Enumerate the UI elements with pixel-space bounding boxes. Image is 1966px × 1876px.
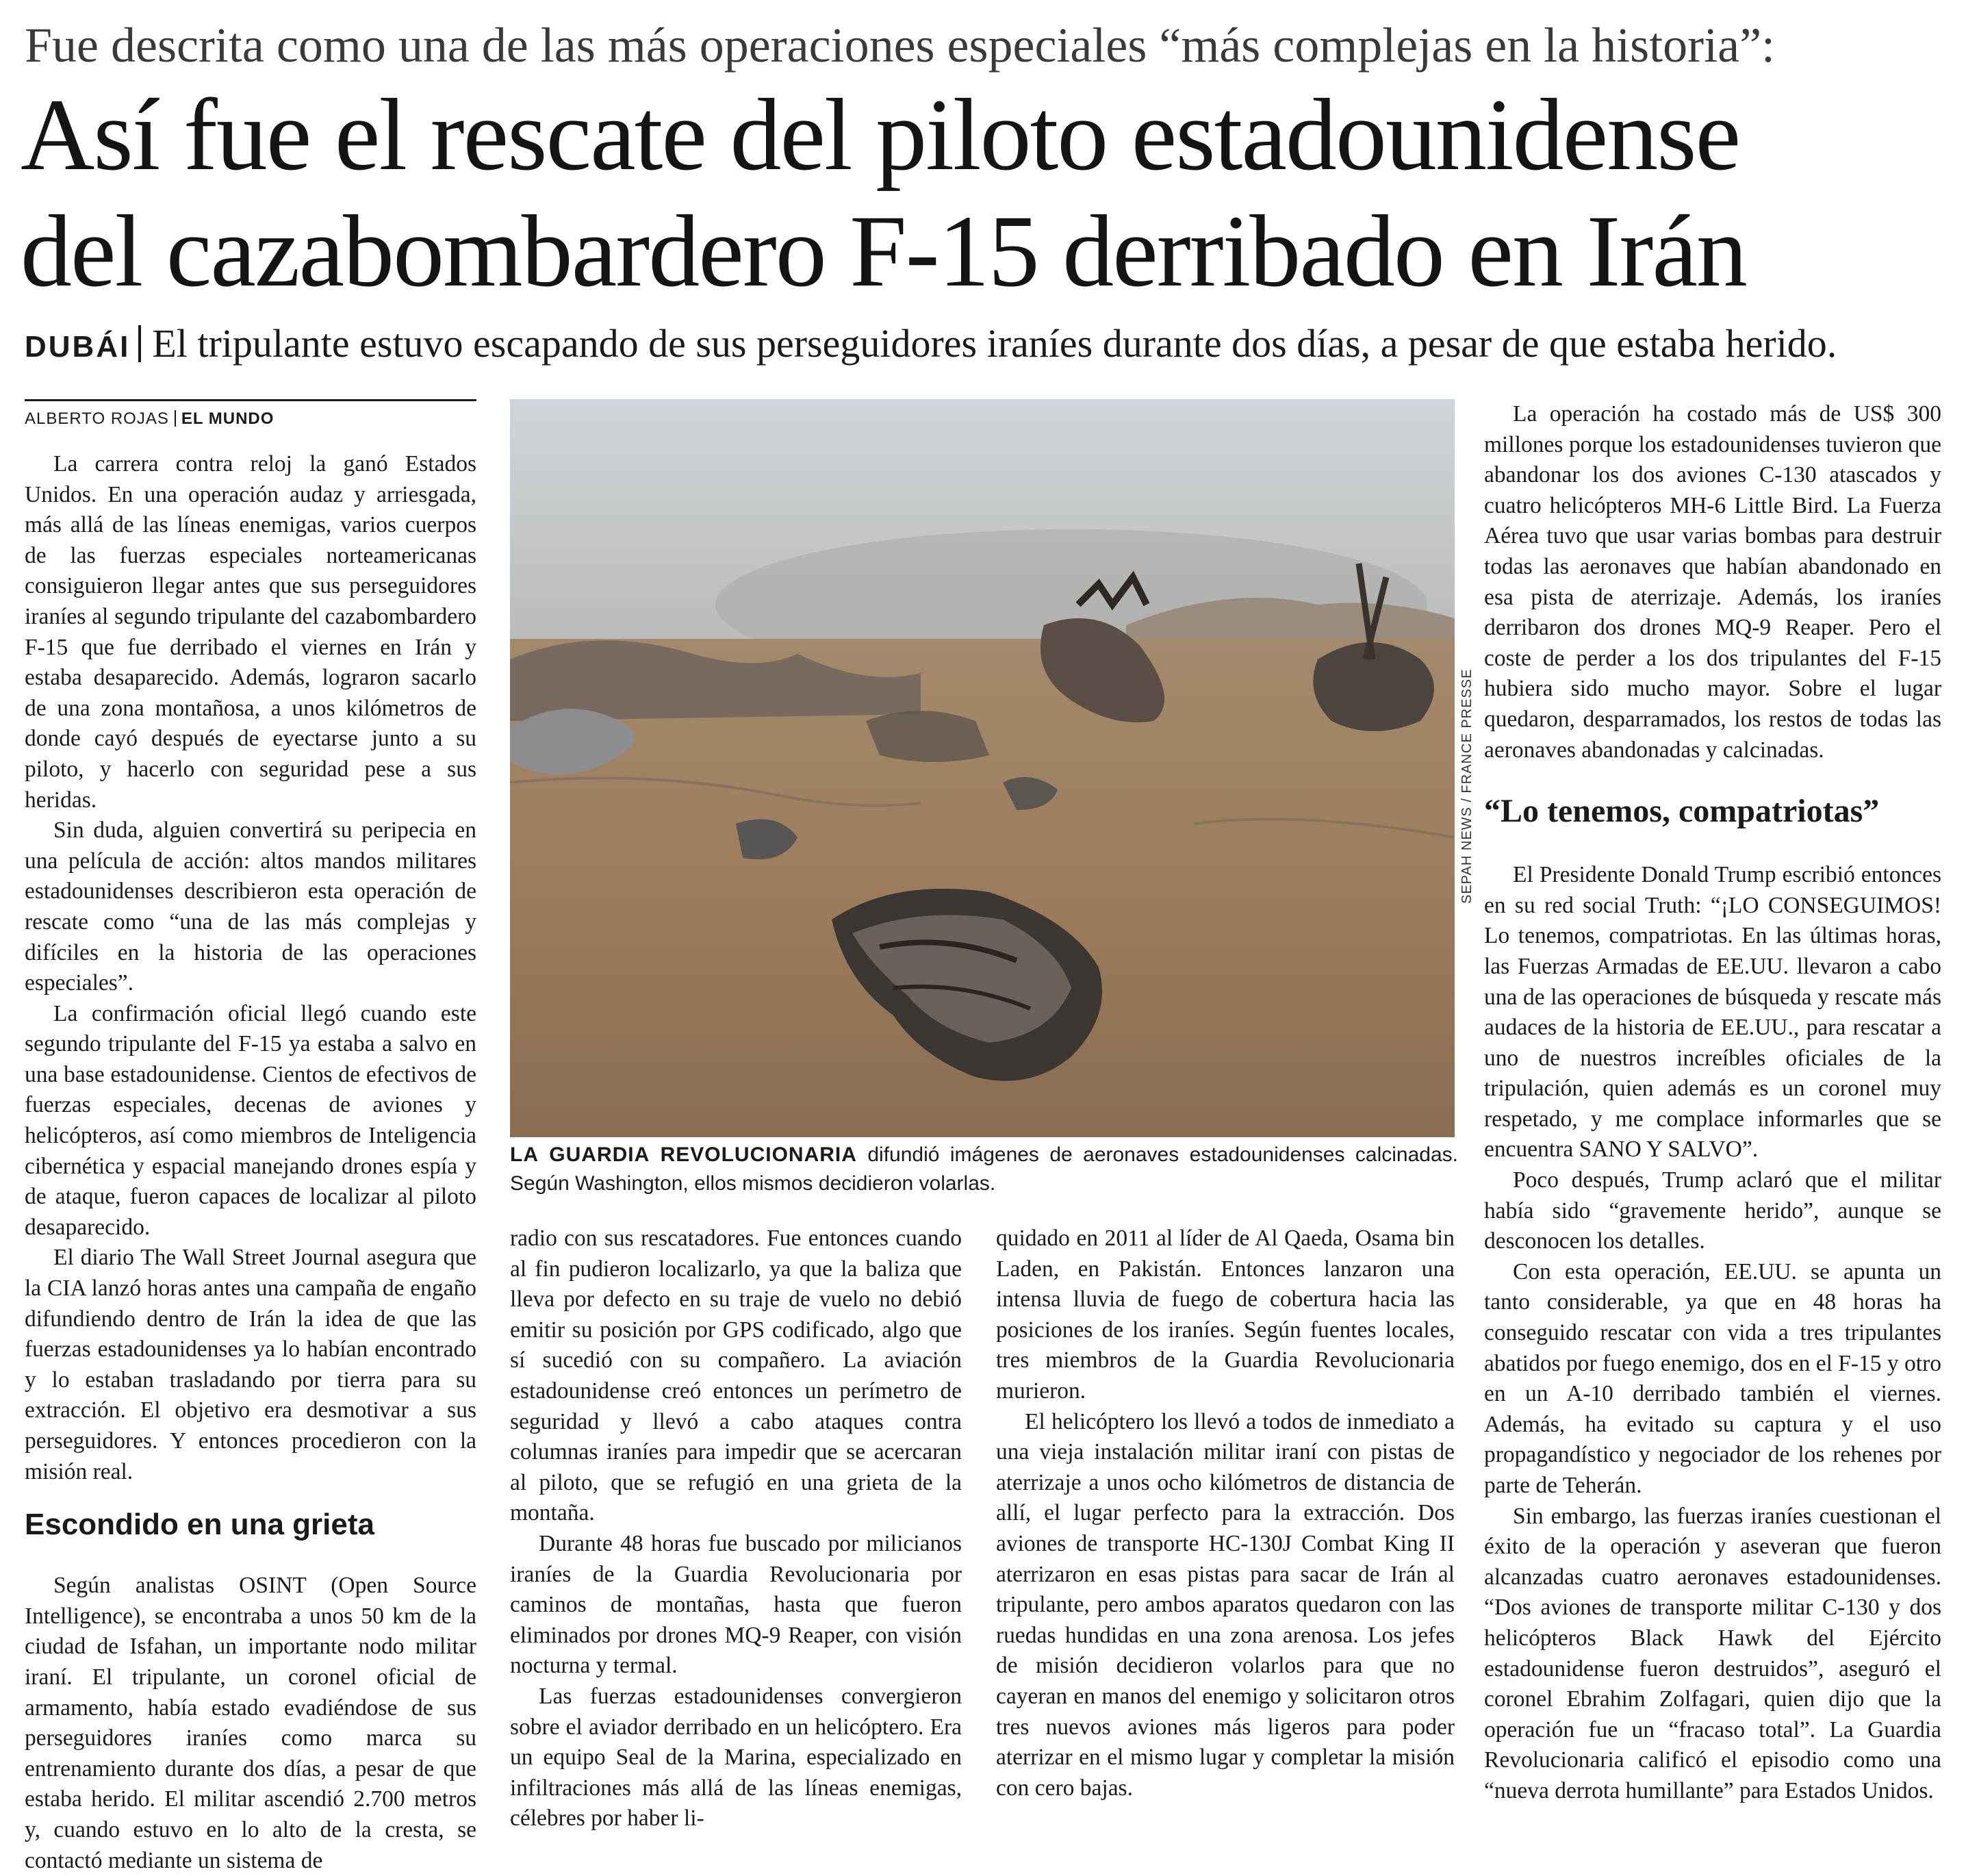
standfirst-text: El tripulante estuvo escapando de sus perseguidores iraníes durante dos días, a pesar de que estaba herido. <box>152 321 1837 366</box>
paragraph: La operación ha costado más de US$ 300 millones porque los estadounidenses tuvieron que abandonar los dos aviones C-130 atascados y cuatro helicópteros MH-6 Little Bird. La Fuerza Aérea tuvo que usar varias bombas para destruir todas las aeronaves que habían abandonado en esa pista de aterrizaje. Además, los iraníes derribaron dos drones MQ-9 Reaper. Pero el coste de perder a los dos tripulantes del F-15 hubiera sido mucho mayor. Sobre el lugar quedaron, desparramados, los restos de todas las aeronaves abandonadas y calcinadas. <box>1484 401 1941 763</box>
photo-illustration <box>510 399 1455 1137</box>
paragraph: El diario The Wall Street Journal asegura que la CIA lanzó horas antes una campaña de engaño difundiendo dentro de Irán la idea de que las fuerzas estadounidenses ya lo habían encontrado y lo estaban trasladando por tierra para su extracción. El objetivo era desmotivar a sus perseguidores. Y entonces procedieron con la misión real. <box>25 1245 476 1484</box>
headline-line-1: Así fue el rescate del piloto estadounidense <box>21 78 1740 192</box>
subheading: “Lo tenemos, compatriotas” <box>1484 793 1880 830</box>
dateline-divider <box>138 325 141 362</box>
column-4 <box>1484 399 1941 1807</box>
caption-lead: LA GUARDIA REVOLUCIONARIA <box>510 1143 857 1166</box>
caption-text: difundió imágenes de aeronaves estadounidenses calcinadas. Según Washington, ellos mismos decidieron volarlas. <box>510 1143 1458 1195</box>
paragraph: La confirmación oficial llegó cuando este segundo tripulante del F-15 ya estaba a salvo en una base estadounidense. Cientos de efectivos de fuerzas especiales, decenas de aviones y helicópteros, así como miembros de Inteligencia cibernética y espacial manejando drones espía y de ataque, fueron capaces de localizar al piloto desaparecido. <box>25 1000 476 1240</box>
paragraph: quidado en 2011 al líder de Al Qaeda, Osama bin Laden, en Pakistán. Entonces lanzaron una intensa lluvia de fuego de cobertura hacia las posiciones de los iraníes. Según fuentes locales, tres miembros de la Guardia Revolucionaria murieron. <box>996 1226 1455 1404</box>
column-1 <box>25 449 476 1876</box>
photo-wreckage <box>510 399 1455 1137</box>
column-2 <box>510 1224 962 1834</box>
paragraph: Según analistas OSINT (Open Source Intelligence), se encontraba a unos 50 km de la ciudad de Isfahan, un importante nodo militar iraní. El tripulante, un coronel oficial de armamento, había estado evadiéndose de sus perseguidores iraníes como marca su entrenamiento durante dos días, a pesar de que estaba herido. El militar ascendió 2.700 metros y, cuando estuvo en lo alto de la cresta, se contactó mediante un sistema de <box>25 1573 476 1873</box>
byline-divider <box>175 410 176 427</box>
photo-caption <box>510 1141 1458 1198</box>
dateline: DUBÁI <box>25 330 131 364</box>
paragraph: Durante 48 horas fue buscado por milicianos iraníes de la Guardia Revolucionaria por caminos de montañas, hasta que fueron eliminados por drones MQ-9 Reaper, con visión nocturna y termal. <box>510 1530 962 1679</box>
paragraph: Sin duda, alguien convertirá su peripecia en una película de acción: altos mandos militares estadounidenses describieron esta operación de rescate como “una de las más complejas y difíciles en la historia de las operaciones especiales”. <box>25 817 476 996</box>
paragraph: radio con sus rescatadores. Fue entonces cuando al fin pudieron localizarlo, ya que la baliza que lleva por defecto en su traje de vuelo no debió emitir su posición por GPS codificado, algo que sí sucedió con su compañero. La aviación estadounidense creó entonces un perímetro de seguridad y llevó a cabo ataques contra columnas iraníes para impedir que se acercaran al piloto, que se refugió en una grieta de la montaña. <box>510 1226 962 1526</box>
kicker: Fue descrita como una de las más operaciones especiales “más complejas en la historia”: <box>25 18 1776 73</box>
paragraph: Poco después, Trump aclaró que el militar había sido “gravemente herido”, aunque se desconocen los detalles. <box>1484 1167 1941 1254</box>
photo-credit: SEPAH NEWS / FRANCE PRESSE <box>1459 668 1474 904</box>
paragraph: Las fuerzas estadounidenses convergieron sobre el aviador derribado en un helicóptero. Era un equipo Seal de la Marina, especializado en infiltraciones más allá de las líneas enemigas, célebres por haber li- <box>510 1683 962 1831</box>
byline-author: ALBERTO ROJAS <box>25 409 169 428</box>
column-3 <box>996 1224 1455 1803</box>
paragraph: Con esta operación, EE.UU. se apunta un tanto considerable, ya que en 48 horas ha conseguido rescatar con vida a tres tripulantes abatidos por fuego enemigo, dos en el F-15 y otro en un A-10 derribado también el viernes. Además, ha evitado su captura y el uso propagandístico y negociador de los rehenes por parte de Teherán. <box>1484 1258 1942 1498</box>
byline-publication: EL MUNDO <box>181 409 275 428</box>
subheading: Escondido en una grieta <box>25 1508 374 1542</box>
headline <box>21 77 1951 309</box>
paragraph: La carrera contra reloj la ganó Estados Unidos. En una operación audaz y arriesgada, más allá de las líneas enemigas, varios cuerpos de las fuerzas especiales norteamericanas consiguieron llegar antes que sus perseguidores iraníes al segundo tripulante del cazabombardero F-15 que fue derribado el viernes en Irán y estaba desaparecido. Además, lograron sacarlo de una zona montañosa, a unos kilómetros de donde cayó después de eyectarse junto a su piloto, y hacerlo con seguridad pese a sus heridas. <box>25 451 476 813</box>
paragraph: El Presidente Donald Trump escribió entonces en su red social Truth: “¡LO CONSEGUIMOS! Lo tenemos, compatriotas. En las últimas horas, las Fuerzas Armadas de EE.UU. llevaron a cabo una de las operaciones de búsqueda y rescate más audaces de la historia de EE.UU., para rescatar a uno de nuestros increíbles oficiales de la tripulación, quien además es un coronel muy respetado, y me complace informarles que se encuentra SANO Y SALVO”. <box>1484 862 1941 1163</box>
standfirst <box>25 318 1941 372</box>
headline-line-2: del cazabombardero F-15 derribado en Irán <box>21 194 1746 308</box>
byline <box>25 399 476 429</box>
paragraph: Sin embargo, las fuerzas iraníes cuestionan el éxito de la operación y aseveran que fueron alcanzadas cuatro aeronaves estadounidenses. “Dos aviones de transporte militar C-130 y dos helicópteros Black Hawk del Ejército estadounidense fueron destruidos”, aseguró el coronel Ebrahim Zolfagari, quien dijo que la operación fue un “fracaso total”. La Guardia Revolucionaria calificó el episodio como una “nueva derrota humillante” para Estados Unidos. <box>1484 1503 1941 1803</box>
paragraph: El helicóptero los llevó a todos de inmediato a una vieja instalación militar iraní con pistas de aterrizaje a unos ocho kilómetros de distancia de allí, el lugar perfecto para la extracción. Dos aviones de transporte HC-130J Combat King II aterrizaron en esas pistas para sacar de Irán al tripulante, pero ambos aparatos quedaron con las ruedas hundidas en una zona arenosa. Los jefes de misión decidieron volarlos para que no cayeran en manos del enemigo y solicitaron otros tres nuevos aviones más ligeros para poder aterrizar en el mismo lugar y completar la misión con cero bajas. <box>996 1408 1455 1801</box>
